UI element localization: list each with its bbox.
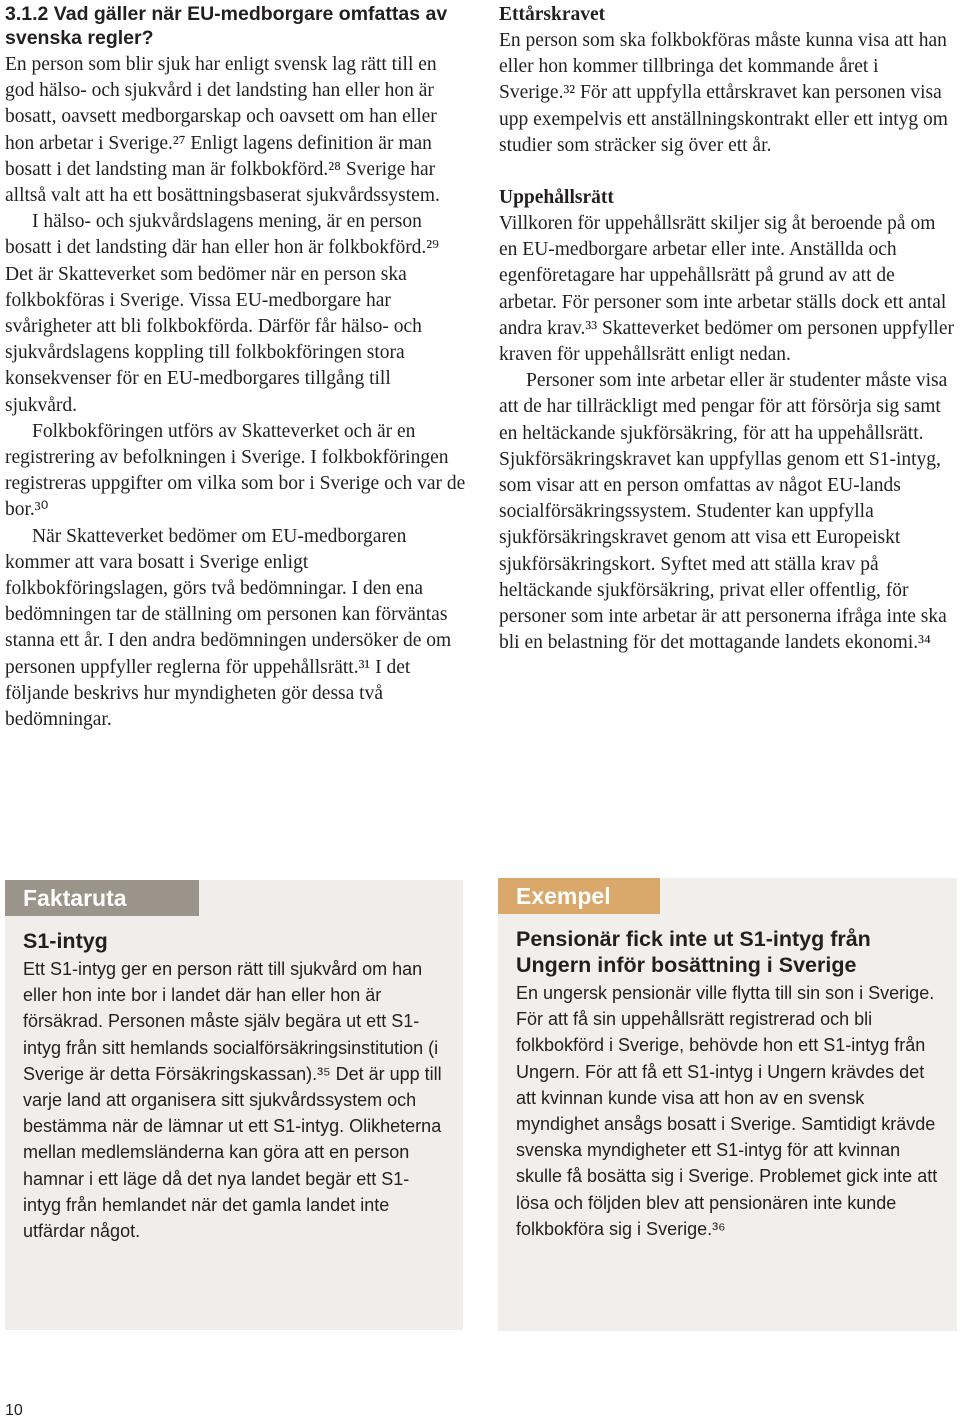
body-paragraph: En person som blir sjuk har enligt svensk lag rätt till en god hälso- och sjukvård i det landsting han eller hon är bosatt, oavsett medborgarskap och oavsett om han eller hon arbetar i Sverige.²⁷ Enligt lagens definition är man bosatt i det landsting man är folkbokförd.²⁸ Sverige har alltså valt att ha ett bosättningsbaserat sjukvårdssystem. — [5, 54, 440, 207]
exempel-box — [498, 878, 957, 1331]
exempel-text: En ungersk pensionär ville flytta till sin son i Sverige. För att få sin uppehållsrätt registrerad och bli folkbokförd i Sverige, behövde hon ett S1-intyg från Ungern. För att få ett S1-intyg i Ungern krävdes det att kvinnan kunde visa att hon av en svensk myndighet ansågs bosatt i Sverige. Samtidigt krävde svenska myndigheter ett S1-intyg för att kvinnan skulle få bosätta sig i Sverige. Problemet gick inte att lösa och följden blev att pensionären inte kunde folkbokföra sig i Sverige.³⁶ — [516, 983, 938, 1239]
faktaruta-box — [5, 880, 463, 1330]
exempel-tab: Exempel — [498, 878, 660, 914]
subheading-ettarskravet: Ettårskravet — [499, 4, 606, 25]
right-column — [499, 2, 957, 656]
body-paragraph: Folkbokföringen utförs av Skatteverket och är en registrering av befolkningen i Sverige. I folkbokföringen registreras uppgifter om vilka som bor i Sverige och var de bor.³⁰ — [5, 420, 466, 521]
body-paragraph: En person som ska folkbokföras måste kunna visa att han eller hon kommer tillbringa det kommande året i Sverige.³² För att uppfylla ettårskravet kan personen visa upp exempelvis ett anställningskontrakt eller ett intyg om studier som sträcker sig över ett år. — [499, 30, 948, 156]
section-heading: 3.1.2 Vad gäller när EU-medborgare omfattas av svenska regler? — [5, 3, 448, 49]
body-paragraph: När Skatteverket bedömer om EU-medborgaren kommer att vara bosatt i Sverige enligt folkbokföringslagen, görs två bedömningar. I den ena bedömningen tar de ställning om personen kan förväntas stanna ett år. I den andra bedömningen undersöker de om personen uppfyller reglerna för uppehållsrätt.³¹ I det följande beskrivs hur myndigheten gör dessa två bedömningar. — [5, 525, 452, 731]
subheading-uppehallsratt: Uppehållsrätt — [499, 187, 614, 209]
faktaruta-title: S1-intyg — [23, 929, 108, 953]
left-column — [5, 2, 467, 733]
page-number: 10 — [5, 1402, 23, 1419]
faktaruta-body — [5, 916, 463, 1244]
spacer — [499, 159, 957, 185]
body-paragraph: I hälso- och sjukvårdslagens mening, är en person bosatt i det landsting där han eller hon är folkbokförd.²⁹ Det är Skatteverket som bedömer när en person ska folkbokföras i Sverige. Vissa EU-medborgare har svårigheter att bli folkbokförda. Därför får hälso- och sjukvårdslagens koppling till folkbokföringen stora konsekvenser för en EU-medborgares tillgång till sjukvård. — [5, 211, 439, 416]
body-paragraph: Villkoren för uppehållsrätt skiljer sig åt beroende på om en EU-medborgare arbetar eller inte. Anställda och egenföretagare har uppehållsrätt på grund av att de arbetar. För personer som inte arbetar ställs dock ett antal andra krav.³³ Skatteverket bedömer om personen uppfyller kraven för uppehållsrätt enligt nedan. — [499, 213, 954, 366]
faktaruta-text: Ett S1-intyg ger en person rätt till sjukvård om han eller hon inte bor i landet där han eller hon är försäkrad. Personen måste själv begära ut ett S1-intyg från sitt hemlands socialförsäkringsinstitution (i Sverige är detta Försäkringskassan).³⁵ Det är upp till varje land att organisera sitt sjukvårdssystem och bestämma när de lämnar ut ett S1-intyg. Olikheterna mellan medlemsländerna kan göra att en person hamnar i ett läge då det nya landet begär ett S1-intyg från hemlandet när det gamla landet inte utfärdar något. — [23, 959, 442, 1242]
body-paragraph: Personer som inte arbetar eller är studenter måste visa att de har tillräckligt med pengar för att försörja sig samt en heltäckande sjukförsäkring, för att ha uppehållsrätt. Sjukförsäkringskravet kan uppfyllas genom ett S1-intyg, som visar att en person omfattas av något EU-lands socialförsäkringssystem. Studenter kan uppfylla sjukförsäkringskravet genom att visa ett Europeiskt sjukförsäkringskort. Syftet med att ställa krav på heltäckande sjukförsäkring, privat eller offentlig, för personer som inte arbetar är att personerna ifråga inte ska bli en belastning för det mottagande landets ekonomi.³⁴ — [499, 370, 948, 654]
faktaruta-tab: Faktaruta — [5, 880, 199, 916]
exempel-body — [498, 914, 957, 1242]
exempel-title: Pensionär fick inte ut S1-intyg från Ungern inför bosättning i Sverige — [516, 927, 871, 977]
